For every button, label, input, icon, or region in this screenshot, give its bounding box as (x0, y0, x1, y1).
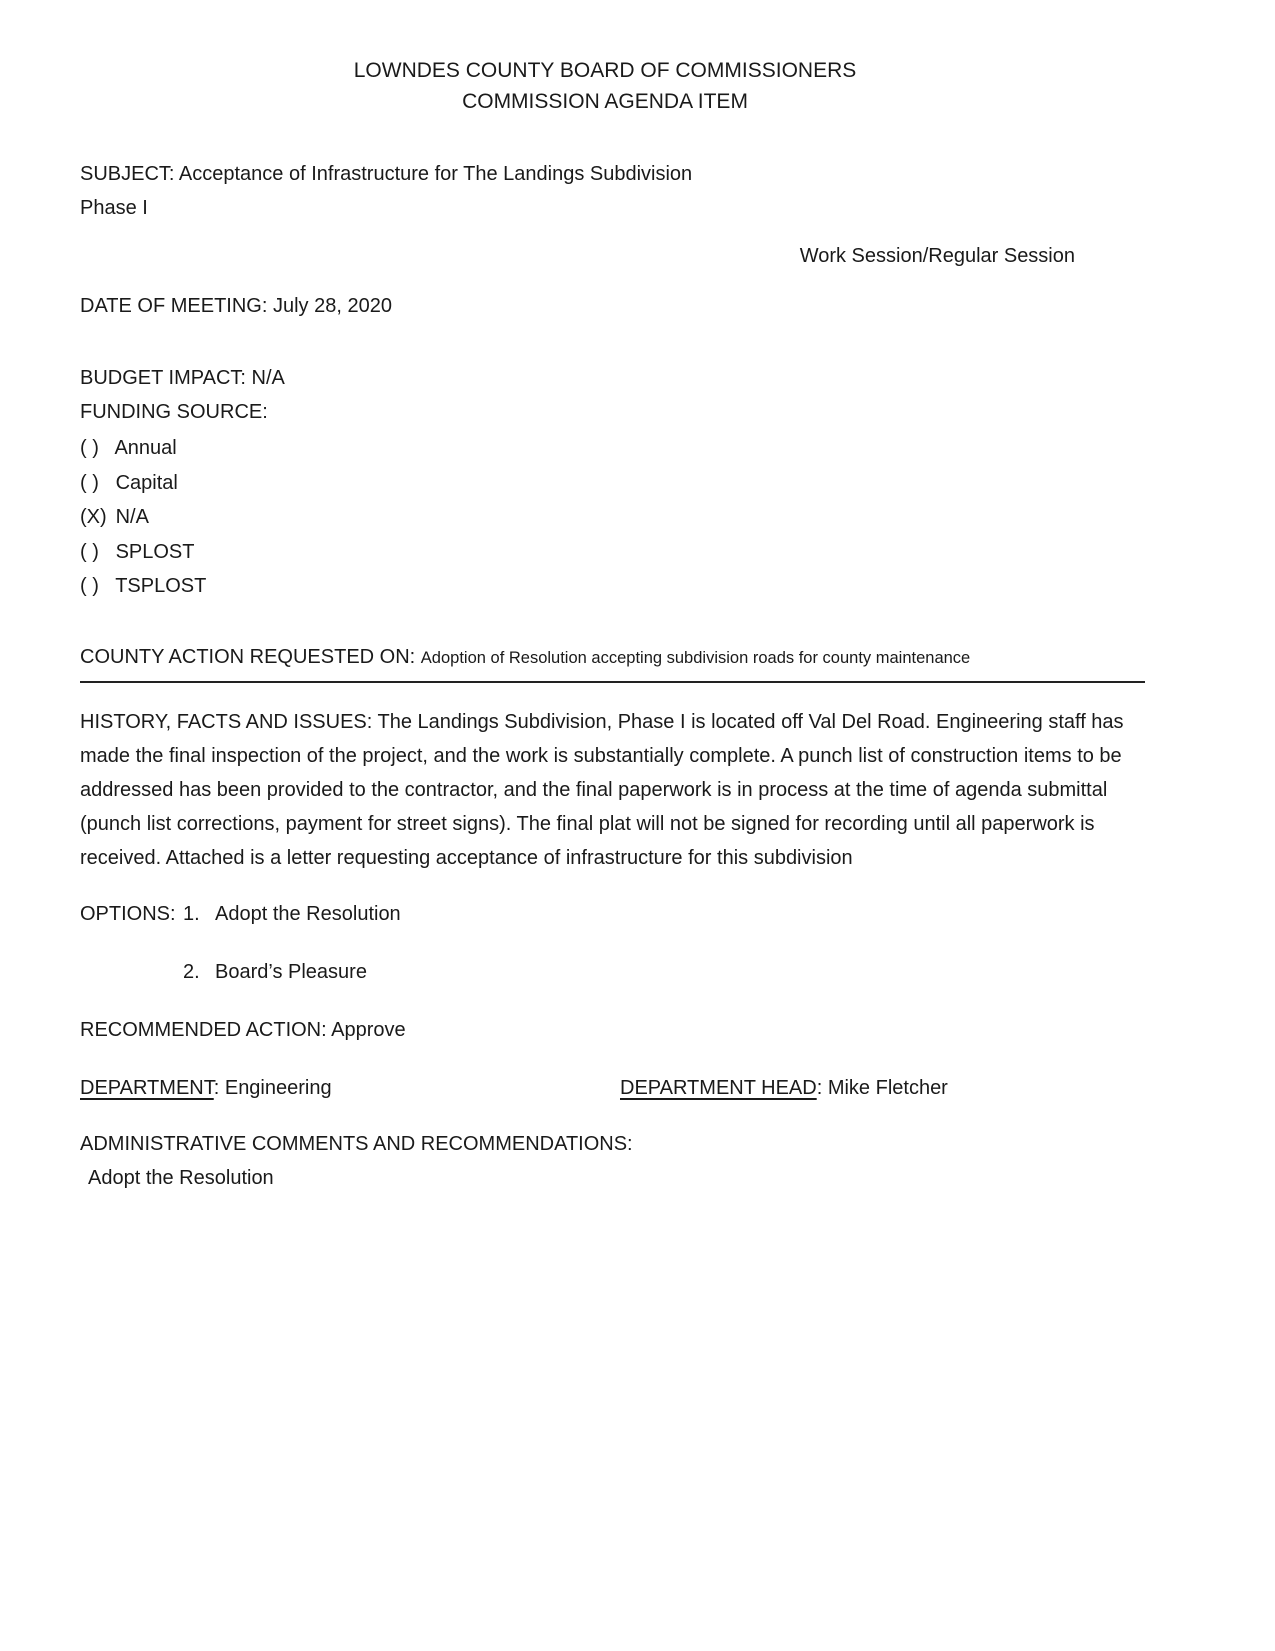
funding-option-label: N/A (115, 506, 149, 528)
department-head-value: : Mike Fletcher (816, 1076, 948, 1099)
title-line-2: COMMISSION AGENDA ITEM (462, 90, 748, 113)
option-number: 1. (183, 902, 200, 925)
admin-comments-text: Adopt the Resolution (88, 1166, 274, 1189)
funding-option-label: TSPLOST (115, 575, 207, 597)
funding-option-label: Capital (115, 471, 178, 494)
title-line-1: LOWNDES COUNTY BOARD OF COMMISSIONERS (353, 59, 857, 82)
session-type: Work Session/Regular Session (799, 245, 1075, 267)
funding-option-tsplost (80, 569, 1130, 604)
department-value: : Engineering (213, 1076, 332, 1099)
administrative-comments-block (80, 1127, 1130, 1195)
options-block (80, 897, 1130, 989)
date-of-meeting: DATE OF MEETING: July 28, 2020 (80, 295, 392, 317)
checkbox-mark-checked: (X) (80, 506, 107, 528)
document-title (80, 55, 1130, 117)
budget-impact: BUDGET IMPACT: N/A (80, 367, 285, 389)
funding-option-capital (80, 466, 1130, 501)
subject-block (80, 157, 1130, 225)
checkbox-mark: ( ) (80, 540, 99, 563)
option-row-2 (80, 955, 1130, 989)
history-facts-issues (80, 705, 1130, 875)
department-cell (80, 1071, 620, 1105)
department-head-cell (620, 1071, 948, 1105)
recommended-action: RECOMMENDED ACTION: Approve (80, 1018, 406, 1041)
county-action-requested-line (80, 640, 1145, 683)
checkbox-mark: ( ) (80, 575, 99, 597)
department-label: DEPARTMENT (80, 1076, 214, 1099)
option-text: Board’s Pleasure (215, 960, 367, 983)
funding-option-label: SPLOST (115, 540, 195, 563)
county-action-text: Adoption of Resolution accepting subdivision roads for county maintenance (420, 648, 971, 667)
department-head-label: DEPARTMENT HEAD (620, 1076, 817, 1099)
history-text: The Landings Subdivision, Phase I is located off Val Del Road. Engineering staff has made the final inspection of the project, and the work is substantially complete. A punch list of construction items to be addressed has been provided to the contractor, and the final paperwork is in process at the time of agenda submittal (punch list corrections, payment for street signs). The final plat will not be signed for recording until all paperwork is received. Attached is a letter requesting acceptance of infrastructure for this subdivision (80, 710, 1124, 869)
options-label: OPTIONS: (80, 902, 176, 925)
options-label-spacer (80, 955, 183, 989)
funding-option-annual (80, 431, 1130, 466)
funding-option-splost (80, 535, 1130, 570)
option-row-1 (80, 897, 1130, 931)
funding-source-label: FUNDING SOURCE: (80, 401, 268, 423)
option-number: 2. (183, 960, 200, 983)
checkbox-mark: ( ) (80, 437, 99, 459)
funding-source-options (80, 431, 1130, 604)
county-action-label: COUNTY ACTION REQUESTED ON: (80, 645, 416, 668)
subject-line-2: Phase I (80, 197, 148, 219)
option-text: Adopt the Resolution (215, 902, 401, 925)
checkbox-mark: ( ) (80, 471, 99, 494)
history-label: HISTORY, FACTS AND ISSUES: (80, 710, 373, 733)
subject-line-1: SUBJECT: Acceptance of Infrastructure for The Landings Subdivision (80, 163, 693, 185)
admin-comments-label: ADMINISTRATIVE COMMENTS AND RECOMMENDATIONS: (80, 1132, 633, 1155)
department-row (80, 1071, 1130, 1105)
funding-option-na (80, 500, 1130, 535)
funding-option-label: Annual (114, 437, 177, 459)
